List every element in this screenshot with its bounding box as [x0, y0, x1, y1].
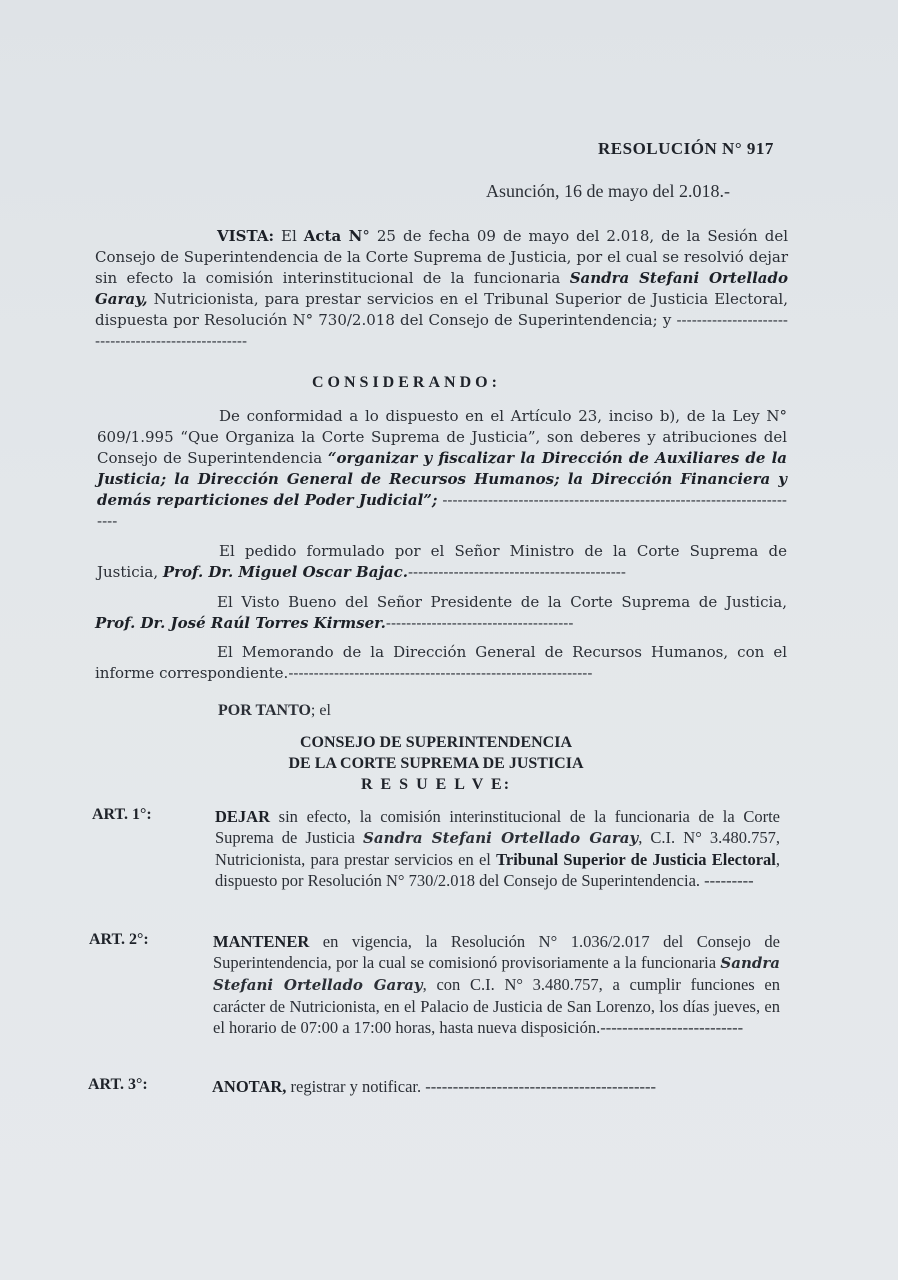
resolution-date: Asunción, 16 de mayo del 2.018.-	[486, 181, 730, 201]
por-tanto: POR TANTO; el	[218, 702, 331, 719]
resolution-title: RESOLUCIÓN N° 917	[598, 139, 774, 158]
considerando-paragraph-4: El Memorando de la Dirección General de Recursos Humanos, con el informe correspondiente.------------------------------------------------------------	[95, 643, 787, 682]
art-3-text: ANOTAR, registrar y notificar. ------------------------------------------	[212, 1077, 657, 1096]
considerando-paragraph-3: El Visto Bueno del Señor Presidente de la Corte Suprema de Justicia, Prof. Dr. José Raúl Torres Kirmser.-------------------------------------	[95, 593, 787, 632]
art-2-text: MANTENER en vigencia, la Resolución N° 1.036/2.017 del Consejo de Superintendencia, por la cual se comisionó provisoriamente a la funcionaria Sandra Stefani Ortellado Garay, con C.I. N° 3.480.757, a cumplir funciones en carácter de Nutricionista, en el Palacio de Justicia de San Lorenzo, los días jueves, en el horario de 07:00 a 17:00 horas, hasta nueva disposición.--------------------------	[213, 932, 781, 1037]
vista-label: VISTA:	[217, 227, 275, 245]
official-name: Sandra Stefani Ortellado Garay,	[95, 269, 788, 308]
acta-label: Acta N	[303, 227, 363, 245]
considerando-heading: CONSIDERANDO:	[312, 374, 501, 391]
art-1-text: DEJAR sin efecto, la comisión interinstitucional de la funcionaria de la Corte Suprema de Justicia Sandra Stefani Ortellado Garay, C.I. N° 3.480.757, Nutricionista, para prestar servicios en el Tribunal Superior de Justicia Electoral, dispuesto por Resolución N° 730/2.018 del Consejo de Superintendencia. ---------	[215, 807, 781, 890]
council-heading: CONSEJO DE SUPERINTENDENCIA DE LA CORTE SUPREMA DE JUSTICIA R E S U E L V E:	[288, 734, 584, 793]
law-quote: “organizar y fiscalizar la Dirección de Auxiliares de la Justicia; la Dirección General de Recursos Humanos; la Dirección Financiera y demás reparticiones del Poder Judicial”;	[97, 449, 787, 509]
vista-paragraph: VISTA: El Acta N° 25 de fecha 09 de mayo del 2.018, de la Sesión del Consejo de Superintendencia de la Corte Suprema de Justicia, por el cual se resolvió dejar sin efecto la comisión interinstitucional de la funcionaria Sandra Stefani Ortellado Garay, Nutricionista, para prestar servicios en el Tribunal Superior de Justicia Electoral, dispuesta por Resolución N° 730/2.018 del Consejo de Superintendencia; y ----------------------------------------------------	[95, 227, 788, 350]
art-1-label: ART. 1°:	[92, 806, 152, 823]
considerando-paragraph-2: El pedido formulado por el Señor Ministro de la Corte Suprema de Justicia, Prof. Dr. Miguel Oscar Bajac.-------------------------------------------	[97, 542, 787, 581]
president-name: Prof. Dr. José Raúl Torres Kirmser.	[95, 614, 386, 632]
minister-name: Prof. Dr. Miguel Oscar Bajac.	[162, 563, 408, 581]
art-2-label: ART. 2°:	[89, 931, 149, 948]
considerando-paragraph-1: De conformidad a lo dispuesto en el Artículo 23, inciso b), de la Ley N° 609/1.995 “Que Organiza la Corte Suprema de Justicia”, son deberes y atribuciones del Consejo de Superintendencia “organizar y fiscalizar la Dirección de Auxiliares de la Justicia; la Dirección General de Recursos Humanos; la Dirección Financiera y demás reparticiones del Poder Judicial”; ------------------------------------------------------------------------	[97, 407, 787, 530]
art-3-label: ART. 3°:	[88, 1076, 148, 1093]
